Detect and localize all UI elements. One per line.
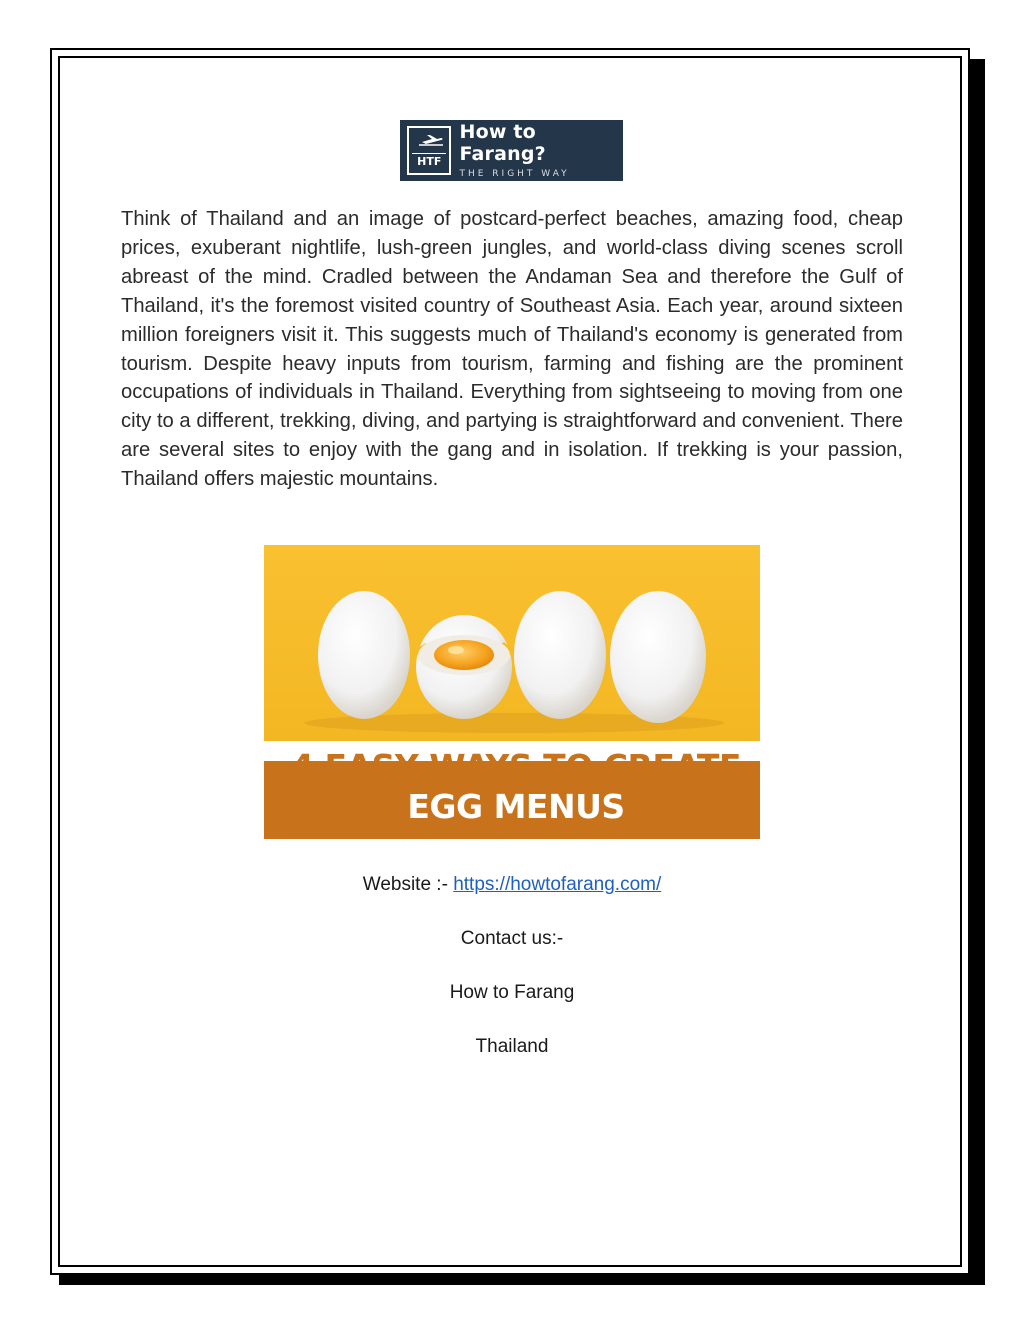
image-headline	[264, 748, 760, 826]
site-logo[interactable]	[400, 120, 623, 181]
logo-title: How to Farang?	[459, 120, 546, 165]
company-country: Thailand	[475, 1036, 549, 1057]
egg-4	[610, 591, 706, 723]
company-name: How to Farang	[449, 982, 575, 1003]
contact-label: Contact us:-	[460, 928, 564, 949]
egg-3	[514, 591, 606, 719]
eggs-illustration	[264, 545, 760, 745]
airplane-icon	[418, 134, 444, 148]
logo-mark-text: HTF	[412, 153, 446, 168]
website-link[interactable]: https://howtofarang.com/	[453, 874, 662, 895]
website-line	[0, 874, 1024, 896]
egg-menus-image	[264, 545, 760, 839]
headline-line-2: EGG MENUS	[407, 787, 625, 826]
egg-1	[318, 591, 410, 719]
intro-paragraph: Think of Thailand and an image of postcard-perfect beaches, amazing food, cheap prices, exuberant nightlife, lush-green jungles, and world-class diving scenes scroll abreast of the mind. Cradled between the Andaman Sea and therefore the Gulf of Thailand, it's the foremost visited country of Southeast Asia. Each year, around sixteen million foreigners visit it. This suggests much of Thailand's economy is generated from tourism. Despite heavy inputs from tourism, farming and fishing are the prominent occupations of individuals in Thailand. Everything from sightseeing to moving from one city to a different, trekking, diving, and partying is straightforward and convenient. There are several sites to enjoy with the gang and in isolation. If trekking is your passion, Thailand offers majestic mountains.	[121, 208, 903, 491]
headline-line-1: 4 EASY WAYS TO CREATE	[291, 747, 741, 786]
logo-subtitle: THE RIGHT WAY	[459, 168, 570, 179]
logo-text-group	[459, 121, 623, 181]
logo-mark	[407, 126, 451, 175]
cracked-egg	[416, 615, 512, 719]
website-label: Website :-	[362, 874, 454, 895]
